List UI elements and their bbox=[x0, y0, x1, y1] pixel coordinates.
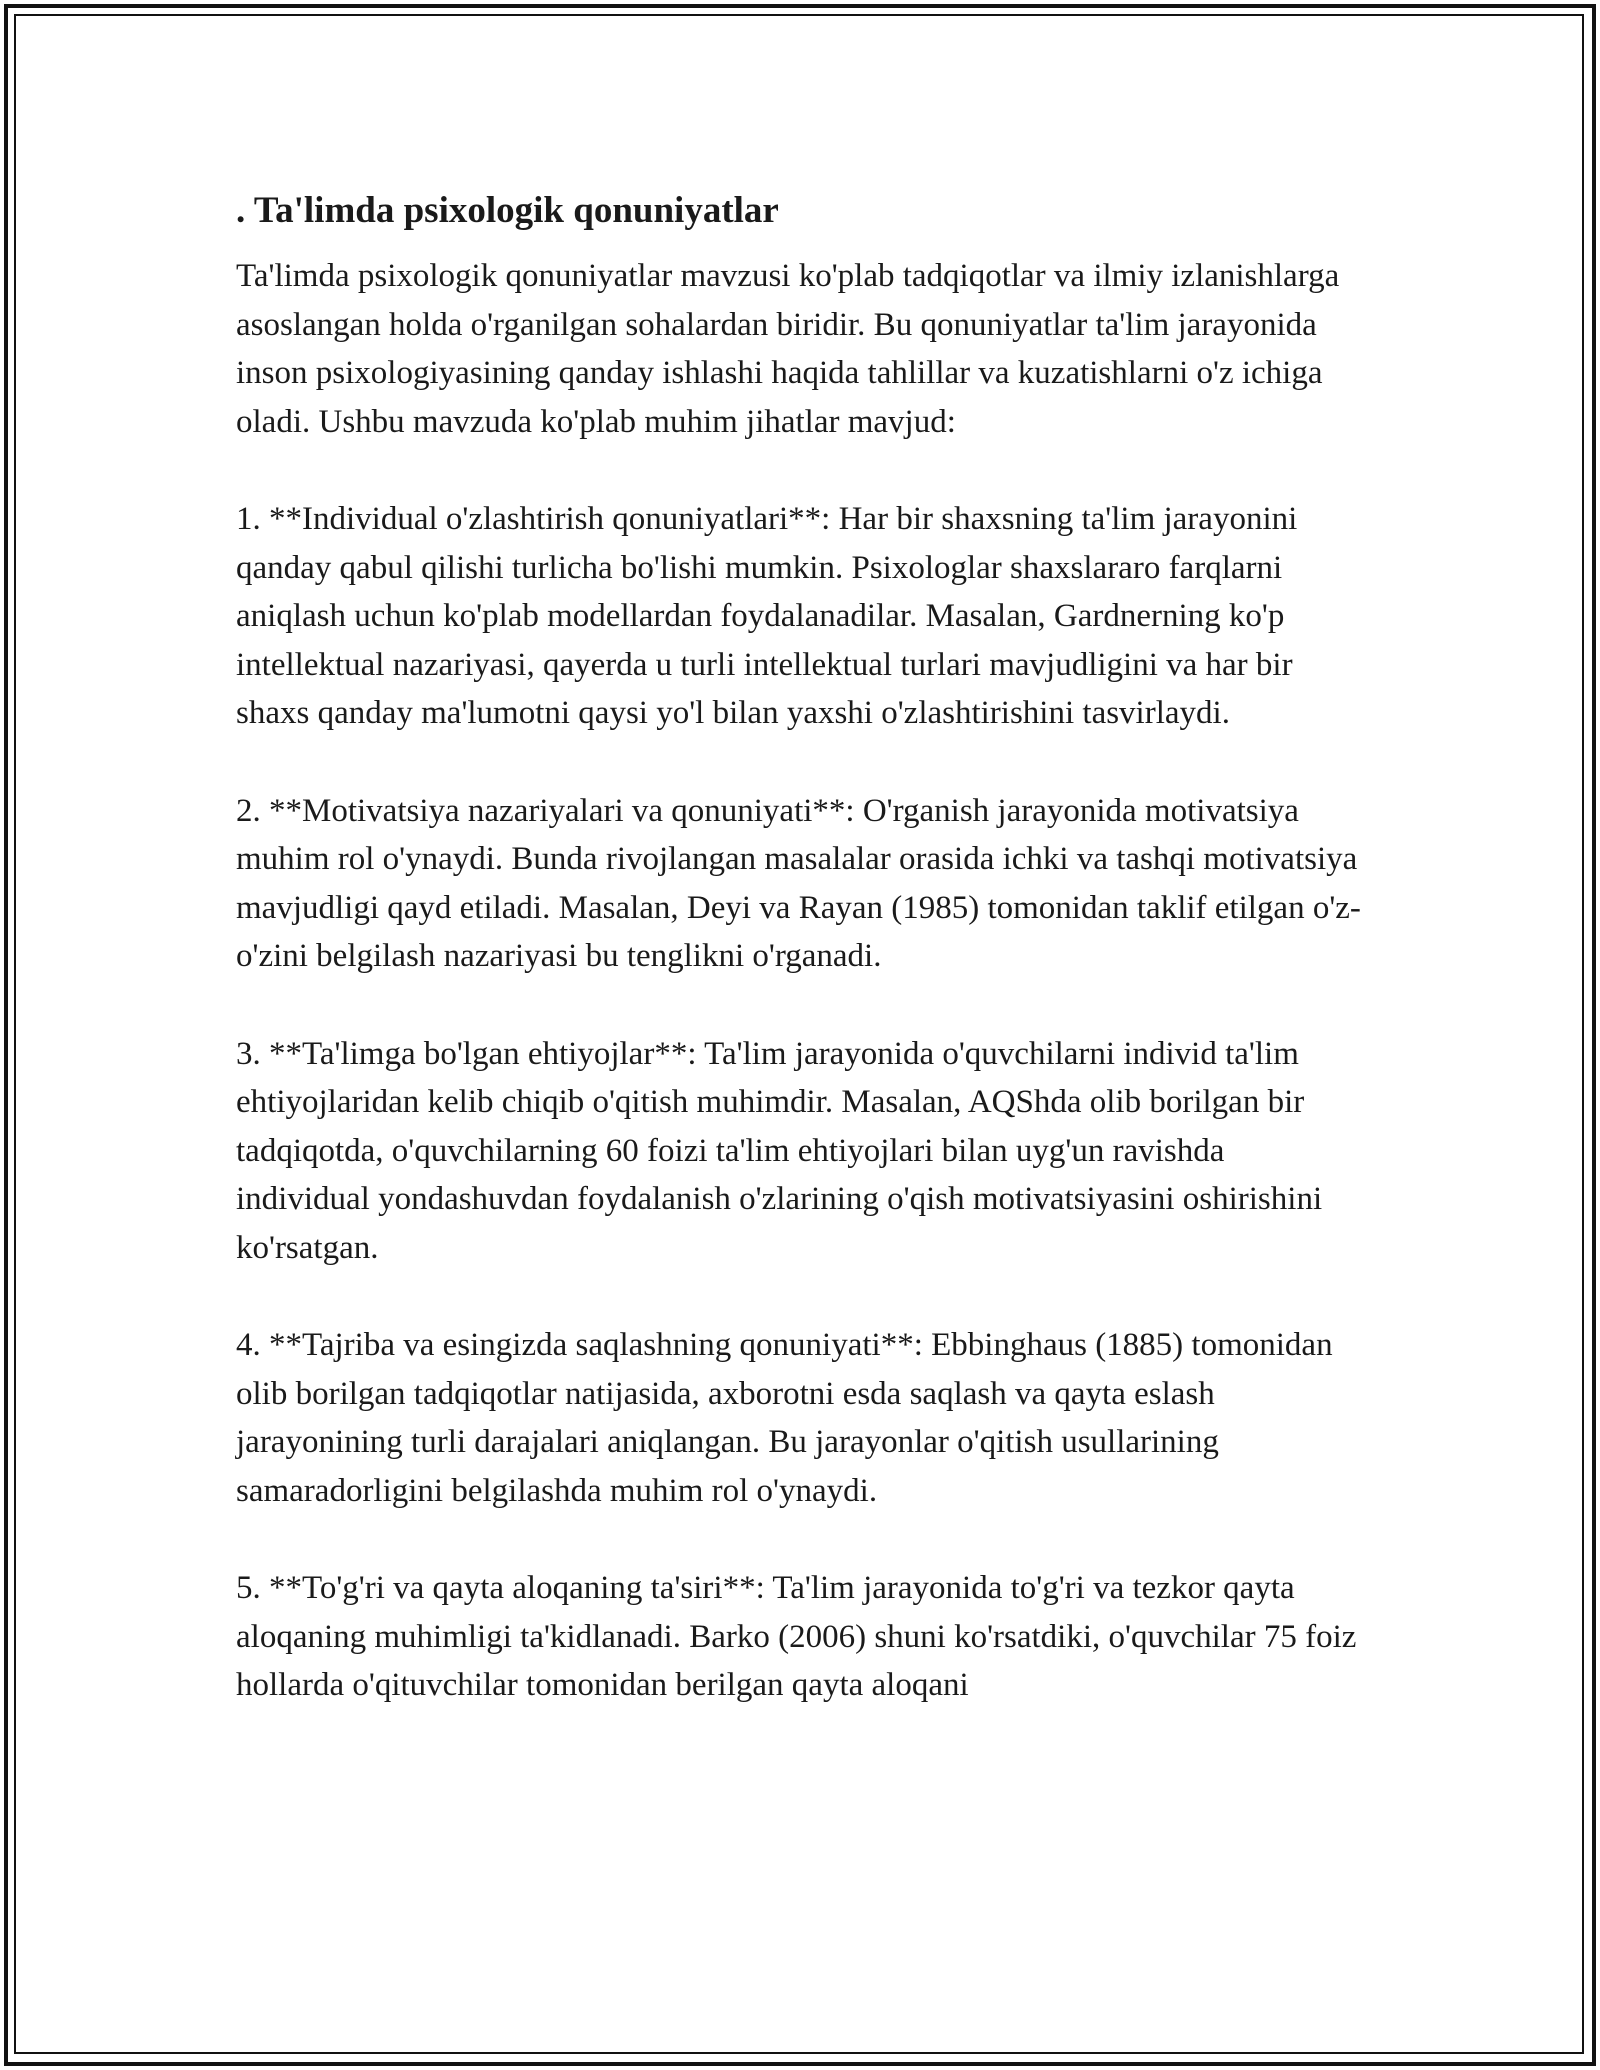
list-item-4: 4. **Tajriba va esingizda saqlashning qonuniyati**: Ebbinghaus (1885) tomonidan olib borilgan tadqiqotlar natijasida, axborotni esda saqlash va qayta eslash jarayonining turli darajalari aniqlangan. Bu jarayonlar o'qitish usullarining samaradorligini belgilashda muhim rol o'ynaydi. bbox=[236, 1327, 1333, 1509]
list-item-3: 3. **Ta'limga bo'lgan ehtiyojlar**: Ta'lim jarayonida o'quvchilarni individ ta'lim ehtiyojlaridan kelib chiqib o'qitish muhimdir. Masalan, AQShda olib borilgan bir tadqiqotda, o'quvchilarning 60 foizi ta'lim ehtiyojlari bilan uyg'un ravishda individual yondashuvdan foydalanish o'zlarining o'qish motivatsiyasini oshirishini ko'rsatgan. bbox=[236, 1035, 1323, 1266]
page-title: . Ta'limda psixologik qonuniyatlar bbox=[236, 190, 779, 231]
list-item-2: 2. **Motivatsiya nazariyalari va qonuniyati**: O'rganish jarayonida motivatsiya muhim rol o'ynaydi. Bunda rivojlangan masalalar orasida ichki va tashqi motivatsiya mavjudligi qayd etiladi. Masalan, Deyi va Rayan (1985) tomonidan taklif etilgan o'z-o'zini belgilash nazariyasi bu tenglikni o'rganadi. bbox=[236, 792, 1361, 975]
list-item-5: 5. **To'g'ri va qayta aloqaning ta'siri**: Ta'lim jarayonida to'g'ri va tezkor qayta aloqaning muhimligi ta'kidlanadi. Barko (2006) shuni ko'rsatdiki, o'quvchilar 75 foiz hollarda o'qituvchilar tomonidan berilgan qayta aloqani bbox=[236, 1570, 1357, 1704]
intro-paragraph: Ta'limda psixologik qonuniyatlar mavzusi ko'plab tadqiqotlar va ilmiy izlanishlarga asoslangan holda o'rganilgan sohalardan biridir. Bu qonuniyatlar ta'lim jarayonida inson psixologiyasining qanday ishlashi haqida tahlillar va kuzatishlarni o'z ichiga oladi. Ushbu mavzuda ko'plab muhim jihatlar mavjud: bbox=[236, 258, 1340, 440]
list-item-1: 1. **Individual o'zlashtirish qonuniyatlari**: Har bir shaxsning ta'lim jarayonini qanday qabul qilishi turlicha bo'lishi mumkin. Psixologlar shaxslararo farqlarni aniqlash uchun ko'plab modellardan foydalanadilar. Masalan, Gardnerning ko'p intellektual nazariyasi, qayerda u turli intellektual turlari mavjudligini va har bir shaxs qanday ma'lumotni qaysi yo'l bilan yaxshi o'zlashtirishini tasvirlaydi. bbox=[236, 500, 1298, 732]
document-body bbox=[236, 186, 1366, 1758]
